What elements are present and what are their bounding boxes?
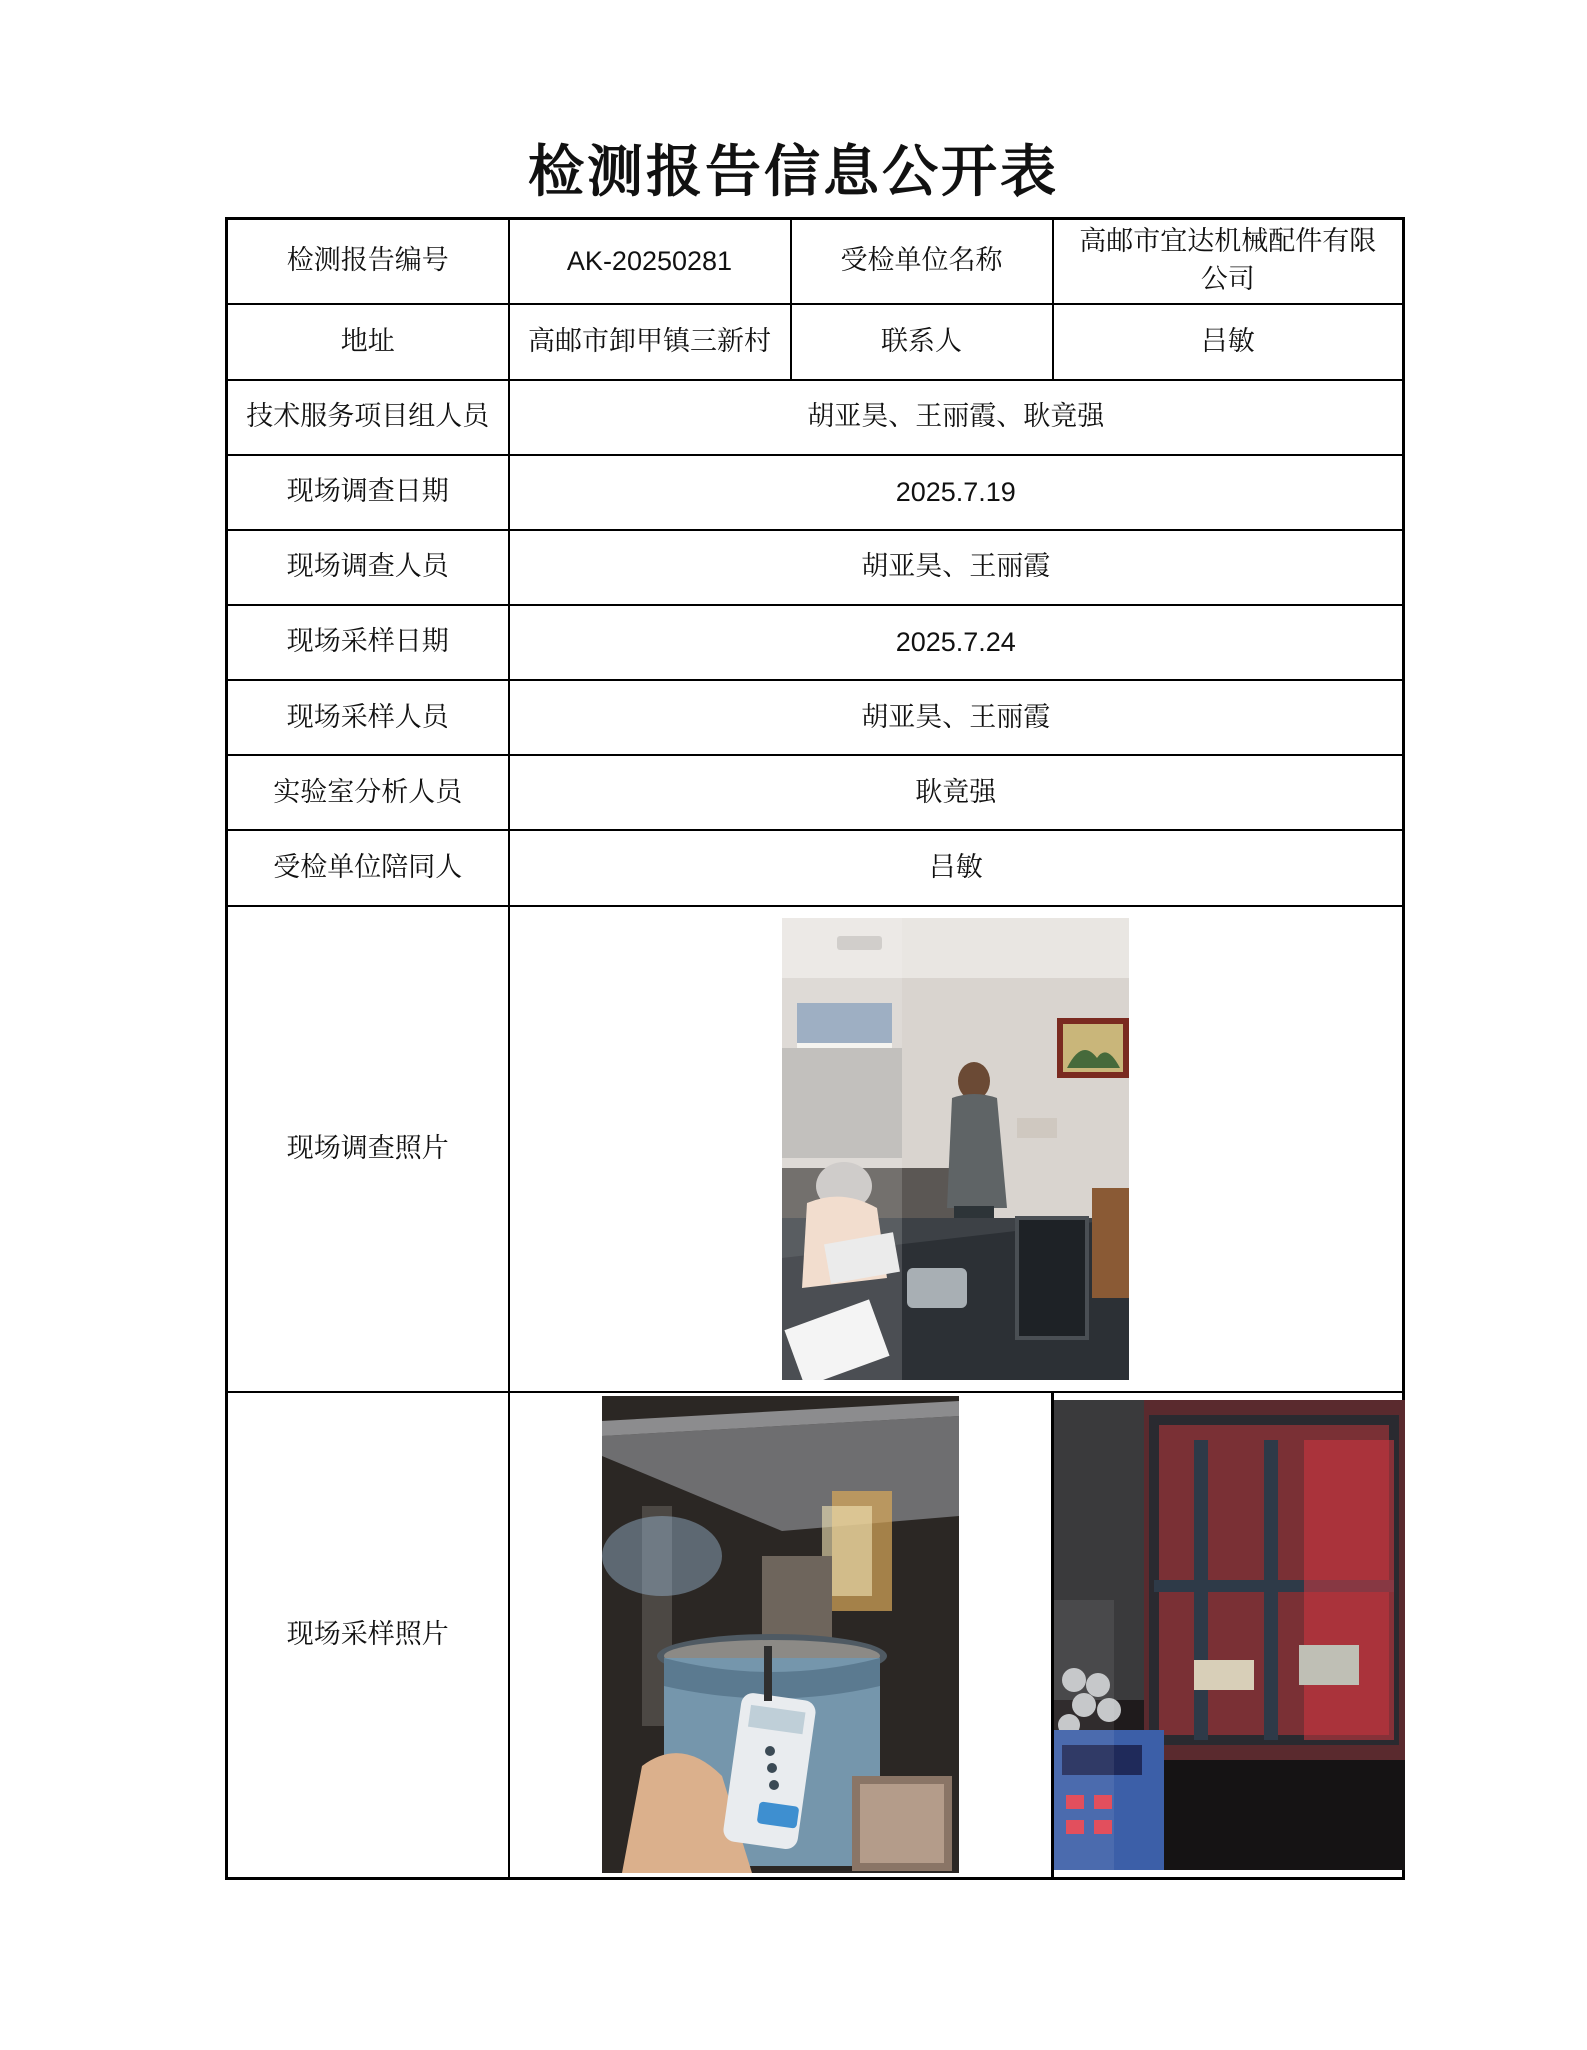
team-value: 胡亚昊、王丽霞、耿竟强	[509, 380, 1404, 455]
survey-photo-label: 现场调查照片	[227, 906, 509, 1392]
sampling-photo-1-image	[602, 1396, 959, 1873]
sampling-staff-label: 现场采样人员	[227, 680, 509, 755]
survey-date-value: 2025.7.19	[509, 455, 1404, 530]
table-row	[227, 906, 1404, 1392]
table-row	[227, 455, 1404, 530]
address-value: 高邮市卸甲镇三新村	[509, 304, 791, 380]
page-title: 检测报告信息公开表	[528, 139, 1059, 205]
sampling-date-value: 2025.7.24	[509, 605, 1404, 680]
sampling-date-label: 现场采样日期	[227, 605, 509, 680]
contact-value: 吕敏	[1053, 304, 1404, 380]
unit-name-label: 受检单位名称	[791, 219, 1053, 304]
lab-staff-label: 实验室分析人员	[227, 755, 509, 830]
sampling-staff-value: 胡亚昊、王丽霞	[509, 680, 1404, 755]
table-row	[227, 1392, 1404, 1879]
report-table	[225, 217, 1405, 1880]
sampling-photo-2-image	[1054, 1400, 1405, 1870]
report-no-label: 检测报告编号	[227, 219, 509, 304]
table-row	[227, 605, 1404, 680]
table-row	[227, 530, 1404, 605]
survey-photo	[782, 918, 1129, 1380]
survey-staff-value: 胡亚昊、王丽霞	[509, 530, 1404, 605]
survey-staff-label: 现场调查人员	[227, 530, 509, 605]
contact-label: 联系人	[791, 304, 1053, 380]
lab-staff-value: 耿竟强	[509, 755, 1404, 830]
team-label: 技术服务项目组人员	[227, 380, 509, 455]
table-row	[227, 304, 1404, 380]
table-row	[227, 219, 1404, 304]
sampling-photo-cell-2	[1053, 1392, 1404, 1879]
table-row	[227, 680, 1404, 755]
unit-name-value: 高邮市宜达机械配件有限公司	[1053, 219, 1404, 304]
table-row	[227, 830, 1404, 906]
survey-date-label: 现场调查日期	[227, 455, 509, 530]
survey-photo-cell	[509, 906, 1404, 1392]
escort-value: 吕敏	[509, 830, 1404, 906]
escort-label: 受检单位陪同人	[227, 830, 509, 906]
sampling-photo-cell-1	[509, 1392, 1053, 1879]
table-row	[227, 755, 1404, 830]
sampling-photo-1	[602, 1396, 959, 1873]
report-no-value: AK-20250281	[509, 219, 791, 304]
survey-photo-image	[782, 918, 1129, 1380]
address-label: 地址	[227, 304, 509, 380]
table-row	[227, 380, 1404, 455]
sampling-photo-label: 现场采样照片	[227, 1392, 509, 1879]
sampling-photo-2	[1054, 1400, 1405, 1870]
